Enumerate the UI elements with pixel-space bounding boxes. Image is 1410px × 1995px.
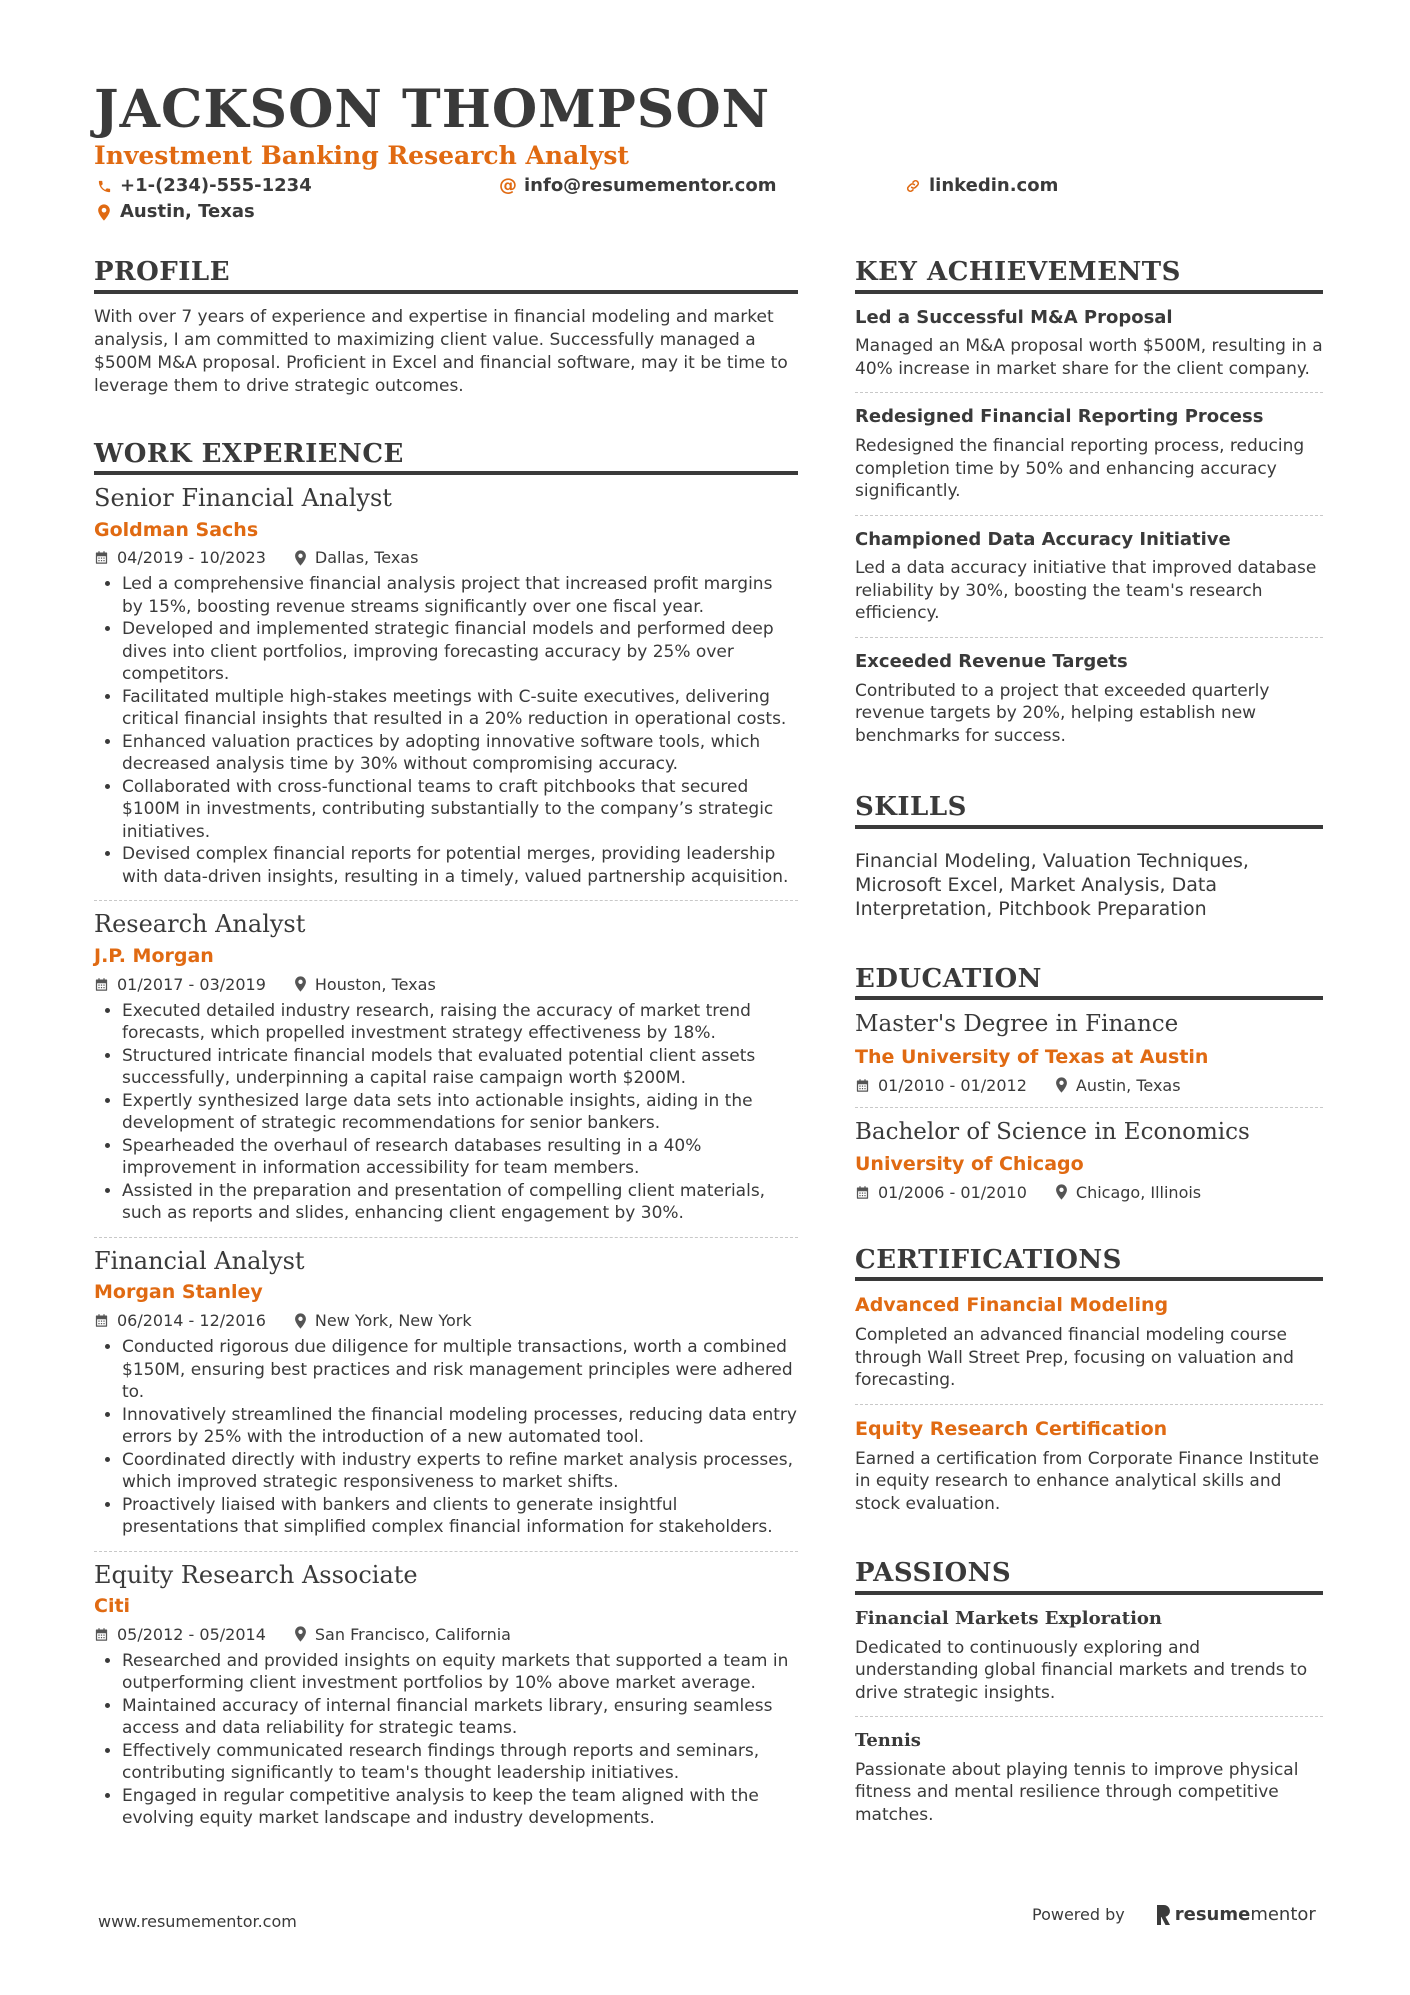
candidate-name: JACKSON THOMPSON	[94, 79, 771, 140]
logo-light: mentor	[1250, 1904, 1316, 1925]
location	[294, 548, 419, 567]
dates	[855, 1076, 1027, 1095]
achievement-text: Managed an M&A proposal worth $500M, resulting in a 40% increase in market share for the client company.	[855, 336, 1323, 379]
job-title: Senior Financial Analyst	[94, 484, 392, 513]
dates-text: 05/2012 - 05/2014	[117, 1624, 266, 1644]
education-heading: EDUCATION	[855, 965, 1323, 1001]
dates	[94, 548, 266, 567]
job-bullets	[94, 573, 798, 888]
meta-row	[855, 1183, 1323, 1202]
right-column	[855, 258, 1323, 1826]
passion-item	[855, 1609, 1323, 1717]
phone-text: +1-(234)-555-1234	[120, 175, 312, 196]
location-pin-icon	[96, 204, 112, 221]
bullet-item: • Structured intricate financial models that evaluated potential client assets successfully, underpinning a capital raise campaign worth $200M.	[122, 1045, 798, 1090]
footer-website[interactable]: www.resumementor.com	[98, 1912, 297, 1931]
job-title: Financial Analyst	[94, 1246, 305, 1275]
link-icon	[905, 178, 921, 194]
achievement-item	[855, 407, 1323, 515]
location	[1055, 1076, 1181, 1095]
bullet-item: • Proactively liaised with bankers and clients to generate insightful presentations that simplified complex financial information for stakeholders.	[122, 1494, 798, 1539]
contact-phone	[96, 177, 312, 195]
passion-title: Financial Markets Exploration	[855, 1607, 1163, 1629]
passion-title: Tennis	[855, 1730, 921, 1752]
education-item	[855, 1120, 1323, 1202]
passion-item	[855, 1731, 1323, 1826]
bullet-item: • Conducted rigorous due diligence for multiple transactions, worth a combined $150M, ensuring best practices and risk management principles were adhered to.	[122, 1336, 798, 1404]
location-pin-icon	[294, 1626, 307, 1642]
achievement-item	[855, 308, 1323, 394]
certification-title: Advanced Financial Modeling	[855, 1294, 1169, 1317]
education-list	[855, 1012, 1323, 1201]
certification-text: Earned a certification from Corporate Finance Institute in equity research to enhance analytical skills and stock evaluation.	[855, 1448, 1320, 1514]
bullet-item: • Expertly synthesized large data sets into actionable insights, aiding in the development of strategic recommendations for senior bankers.	[122, 1090, 798, 1135]
dates	[94, 1311, 266, 1330]
passions-heading: PASSIONS	[855, 1559, 1323, 1595]
degree: Master's Degree in Finance	[855, 1011, 1179, 1038]
achievement-item	[855, 652, 1323, 747]
job-title: Research Analyst	[94, 910, 306, 939]
calendar-icon	[855, 1185, 870, 1200]
job-entry	[94, 485, 798, 901]
powered-by-text: Powered by	[1032, 1905, 1125, 1924]
candidate-title: Investment Banking Research Analyst	[94, 141, 629, 170]
location-pin-icon	[294, 976, 307, 992]
location-pin-icon	[1055, 1184, 1068, 1200]
bullet-item: • Executed detailed industry research, raising the accuracy of market trend forecasts, which propelled investment strategy effectiveness by 18%.	[122, 1000, 798, 1045]
achievement-text: Redesigned the financial reporting process, reducing completion time by 50% and enhancing accuracy significantly.	[855, 436, 1305, 502]
logo-bold: resume	[1174, 1904, 1251, 1925]
passion-text: Dedicated to continuously exploring and understanding global financial markets and trends to drive strategic insights.	[855, 1637, 1308, 1703]
dates	[94, 1625, 266, 1644]
at-icon: @	[499, 175, 517, 196]
education-item	[855, 1012, 1323, 1107]
location-text: Austin, Texas	[120, 201, 255, 222]
achievement-item	[855, 530, 1323, 638]
location	[294, 1311, 472, 1330]
achievement-title: Exceeded Revenue Targets	[855, 650, 1128, 672]
meta-row	[855, 1076, 1323, 1095]
achievements-list	[855, 308, 1323, 748]
achievement-title: Championed Data Accuracy Initiative	[855, 528, 1231, 550]
resumementor-logo[interactable]	[1155, 1904, 1316, 1925]
bullet-item: • Led a comprehensive financial analysis project that increased profit margins by 15%, boosting revenue streams significantly over one fiscal year.	[122, 573, 798, 618]
phone-icon	[96, 179, 112, 194]
degree: Bachelor of Science in Economics	[855, 1118, 1250, 1145]
calendar-icon	[855, 1078, 870, 1093]
job-bullets	[94, 1000, 798, 1225]
calendar-icon	[94, 1313, 109, 1328]
certifications-list	[855, 1295, 1323, 1515]
dates-text: 01/2017 - 03/2019	[117, 974, 266, 994]
achievement-text: Contributed to a project that exceeded quarterly revenue targets by 20%, helping establish new benchmarks for success.	[855, 680, 1270, 746]
location-pin-icon	[1055, 1077, 1068, 1093]
divider	[855, 515, 1323, 516]
bullet-item: • Developed and implemented strategic financial models and performed deep dives into client portfolios, improving forecasting accuracy by 25% over competitors.	[122, 618, 798, 686]
bullet-item: • Spearheaded the overhaul of research databases resulting in a 40% improvement in information accessibility for team members.	[122, 1135, 798, 1180]
divider	[855, 637, 1323, 638]
job-entry	[94, 1562, 798, 1830]
job-entry	[94, 1248, 798, 1552]
achievement-title: Led a Successful M&A Proposal	[855, 306, 1173, 328]
profile-heading: PROFILE	[94, 258, 798, 294]
location-text: Austin, Texas	[1075, 1075, 1181, 1095]
contact-email[interactable]	[500, 177, 776, 195]
skills-heading: SKILLS	[855, 793, 1323, 829]
bullet-item: • Engaged in regular competitive analysis to keep the team aligned with the evolving equity market landscape and industry developments.	[122, 1785, 798, 1830]
location-pin-icon	[294, 1313, 307, 1329]
calendar-icon	[94, 1627, 109, 1642]
bullet-item: • Enhanced valuation practices by adopting innovative software tools, which decreased analysis time by 30% without compromising accuracy.	[122, 731, 798, 776]
meta-row	[94, 975, 798, 994]
achievement-title: Redesigned Financial Reporting Process	[855, 406, 1264, 428]
location-text: San Francisco, California	[314, 1624, 511, 1644]
location	[294, 975, 436, 994]
achievements-heading: KEY ACHIEVEMENTS	[855, 258, 1323, 294]
bullet-item: • Researched and provided insights on equity markets that supported a team in outperforming client investment portfolios by 10% above market average.	[122, 1650, 798, 1695]
linkedin-text[interactable]: linkedin.com	[929, 175, 1059, 196]
achievement-text: Led a data accuracy initiative that improved database reliability by 30%, boosting the team's research efficiency.	[855, 558, 1317, 624]
location-text: New York, New York	[314, 1311, 472, 1331]
certifications-heading: CERTIFICATIONS	[855, 1246, 1323, 1282]
divider	[94, 1551, 798, 1552]
company-name: J.P. Morgan	[94, 944, 214, 967]
dates	[855, 1183, 1027, 1202]
calendar-icon	[94, 550, 109, 565]
certification-item	[855, 1419, 1323, 1515]
location-pin-icon	[294, 550, 307, 566]
left-column	[94, 258, 798, 1830]
school: University of Chicago	[855, 1152, 1084, 1175]
divider	[855, 1716, 1323, 1717]
bullet-item: • Coordinated directly with industry experts to refine market analysis processes, which improved strategic responsiveness to market shifts.	[122, 1449, 798, 1494]
bullet-item: • Assisted in the preparation and presentation of compelling client materials, such as reports and slides, enhancing client engagement by 30%.	[122, 1180, 798, 1225]
divider	[855, 1107, 1323, 1108]
divider	[94, 900, 798, 901]
dates-text: 01/2006 - 01/2010	[878, 1182, 1027, 1202]
bullet-item: • Collaborated with cross-functional teams to craft pitchbooks that secured $100M in investments, contributing substantially to the company’s strategic initiatives.	[122, 776, 798, 844]
meta-row	[94, 1311, 798, 1330]
job-bullets	[94, 1336, 798, 1539]
dates-text: 01/2010 - 01/2012	[878, 1075, 1027, 1095]
skills-text: Financial Modeling, Valuation Techniques, Microsoft Excel, Market Analysis, Data Interpretation, Pitchbook Preparation	[855, 849, 1249, 920]
location	[294, 1625, 511, 1644]
company-name: Citi	[94, 1594, 131, 1617]
location-text: Chicago, Illinois	[1075, 1182, 1202, 1202]
certification-item	[855, 1295, 1323, 1404]
divider	[855, 392, 1323, 393]
footer-powered	[1032, 1904, 1316, 1925]
calendar-icon	[94, 977, 109, 992]
school: The University of Texas at Austin	[855, 1045, 1209, 1068]
company-name: Morgan Stanley	[94, 1281, 263, 1304]
certification-text: Completed an advanced financial modeling course through Wall Street Prep, focusing on valuation and forecasting.	[855, 1325, 1294, 1391]
meta-row	[94, 548, 798, 567]
job-entry	[94, 911, 798, 1237]
passions-list	[855, 1609, 1323, 1827]
divider	[94, 1237, 798, 1238]
meta-row	[94, 1625, 798, 1644]
location-text: Houston, Texas	[314, 974, 436, 994]
certification-title: Equity Research Certification	[855, 1417, 1168, 1440]
job-bullets	[94, 1650, 798, 1830]
dates	[94, 975, 266, 994]
dates-text: 06/2014 - 12/2016	[117, 1311, 266, 1331]
location	[1055, 1183, 1201, 1202]
logo-mark-icon	[1155, 1905, 1171, 1925]
job-title: Equity Research Associate	[94, 1560, 418, 1589]
bullet-item: • Innovatively streamlined the financial modeling processes, reducing data entry errors by 25% with the introduction of a new automated tool.	[122, 1404, 798, 1449]
bullet-item: • Facilitated multiple high-stakes meetings with C-suite executives, delivering critical financial insights that resulted in a 20% reduction in operational costs.	[122, 686, 798, 731]
bullet-item: • Effectively communicated research findings through reports and seminars, contributing significantly to team's thought leadership initiatives.	[122, 1740, 798, 1785]
bullet-item: • Maintained accuracy of internal financial markets library, ensuring seamless access and data reliability for strategic teams.	[122, 1695, 798, 1740]
company-name: Goldman Sachs	[94, 518, 259, 541]
profile-text: With over 7 years of experience and expertise in financial modeling and market analysis, I am committed to maximizing client value. Successfully managed a $500M M&A proposal. Proficient in Excel and financial software, may it be time to leverage them to drive strategic outcomes.	[94, 306, 788, 396]
experience-list	[94, 485, 798, 1830]
passion-text: Passionate about playing tennis to improve physical fitness and mental resilience through competitive matches.	[855, 1759, 1299, 1825]
experience-heading: WORK EXPERIENCE	[94, 440, 798, 476]
divider	[855, 1404, 1323, 1405]
location-text: Dallas, Texas	[314, 548, 419, 568]
contact-linkedin[interactable]	[905, 177, 1058, 195]
contact-location	[96, 203, 255, 221]
dates-text: 04/2019 - 10/2023	[117, 548, 266, 568]
email-text[interactable]: info@resumementor.com	[524, 175, 777, 196]
bullet-item: • Devised complex financial reports for potential merges, providing leadership with data-driven insights, resulting in a timely, valued partnership acquisition.	[122, 843, 798, 888]
